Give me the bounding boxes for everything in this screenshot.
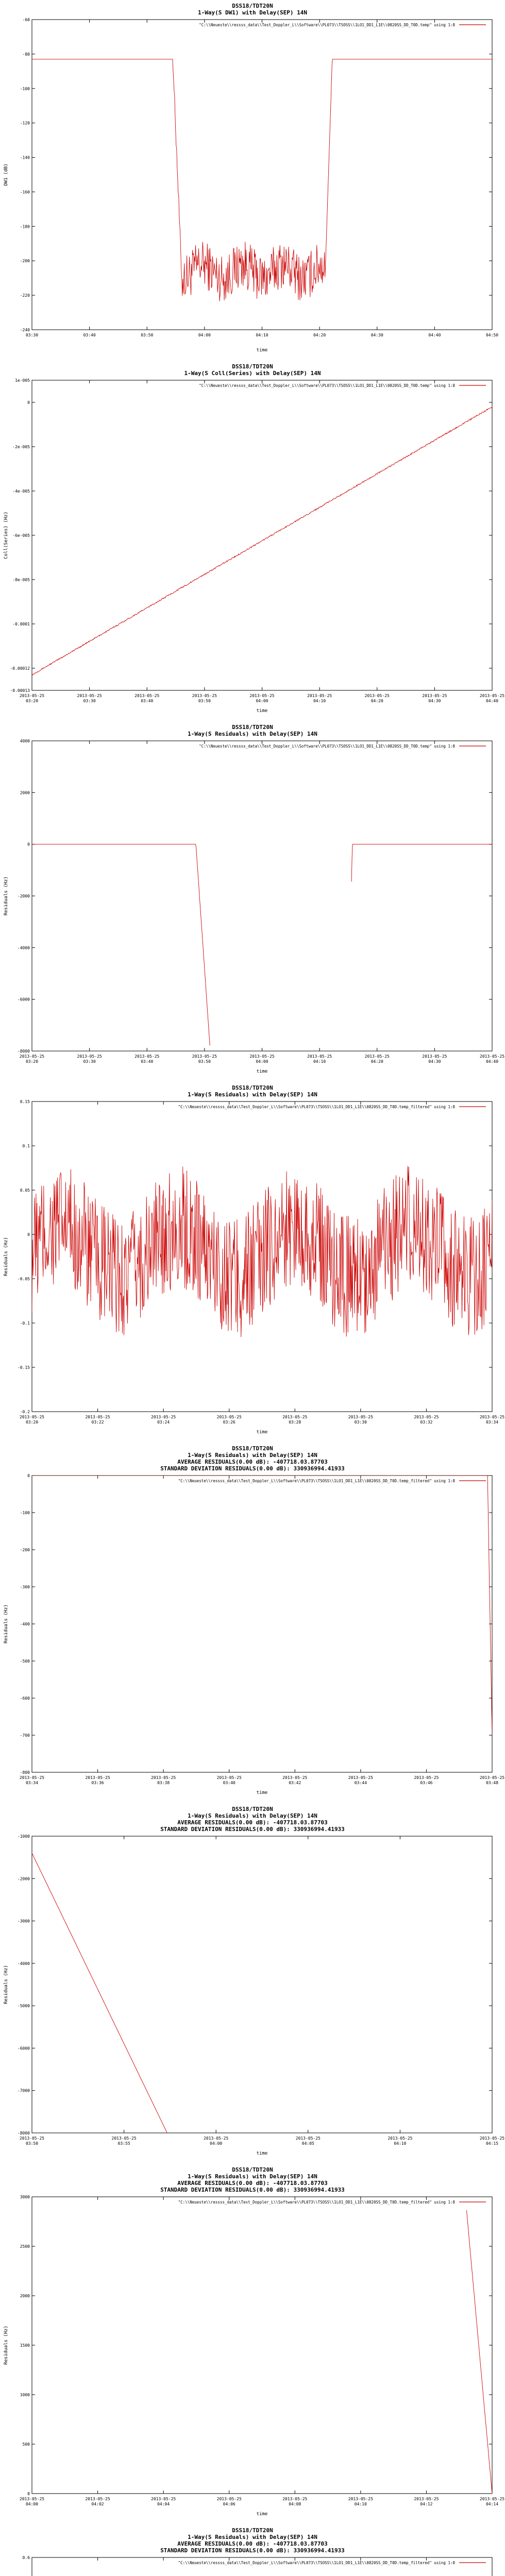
- chart-title-line: 1-Way(S Residuals) with Delay(SEP) 14N: [188, 2534, 317, 2540]
- chart-svg: [0, 721, 505, 1082]
- chart-title-line: 1-Way(S Residuals) with Delay(SEP) 14N: [188, 1452, 317, 1459]
- x-tick-label: 2013-05-25 03:32: [414, 1415, 439, 1425]
- y-tick-label: 1500: [20, 2343, 30, 2348]
- y-tick-label: -6000: [17, 2046, 30, 2051]
- legend-label: "C:\\Neueste\\ressss_data\\Test_Doppler_L\\Software\\PL073\\TSOSS\\1LO1_DD1_L1E\\0820SS_DD_T0D.temp_filtered" using 1:8: [178, 2561, 455, 2565]
- x-tick-label: 2013-05-25 03:50: [192, 693, 217, 703]
- plot-frame: [32, 1476, 492, 1772]
- chart-title-line: 1-Way(S Residuals) with Delay(SEP) 14N: [188, 2173, 317, 2180]
- x-axis-label: time: [256, 1430, 268, 1435]
- x-tick-label: 03:50: [141, 333, 154, 337]
- y-tick-label: -8000: [17, 2131, 30, 2136]
- chart-title-line: DSS18/TDT20N: [232, 1084, 273, 1091]
- chart-title-line: DSS18/TDT20N: [232, 1806, 273, 1812]
- plot-frame: [32, 1836, 492, 2133]
- x-tick-label: 2013-05-25 04:00: [249, 1054, 275, 1064]
- chart-panel-2: [0, 361, 505, 721]
- x-tick-label: 2013-05-25 04:06: [216, 2497, 242, 2506]
- y-axis-label: Residuals (Hz): [4, 1237, 9, 1276]
- series-line: [32, 1166, 492, 1337]
- x-tick-label: 2013-05-25 04:20: [364, 1054, 390, 1064]
- plot-frame: [32, 741, 492, 1051]
- series-line: [32, 59, 492, 301]
- chart-title-line: STANDARD DEVIATION RESIDUALS(0.00 dB): 330936994.41933: [160, 1465, 345, 1472]
- legend-label: "C:\\Neueste\\ressss_data\\Test_Doppler_L\\Software\\PL073\\TSOSS\\1LO1_DD1_L1E\\0820SS_DD_T0D.temp_filtered" using 1:8: [178, 1105, 455, 1109]
- x-tick-label: 2013-05-25 03:30: [77, 1054, 102, 1064]
- chart-svg: [0, 2524, 505, 2576]
- x-tick-label: 2013-05-25 04:00: [204, 2136, 229, 2146]
- y-tick-label: -100: [20, 1511, 30, 1515]
- chart-title-line: STANDARD DEVIATION RESIDUALS(0.00 dB): 330936994.41933: [160, 2547, 345, 2554]
- y-tick-label: 0.1: [22, 1144, 30, 1148]
- chart-svg: [0, 361, 505, 721]
- chart-panel-8: [0, 2524, 505, 2576]
- x-axis-label: time: [256, 1069, 268, 1074]
- legend-label: "C:\\Neueste\\ressss_data\\Test_Doppler_L\\Software\\PL073\\TSOSS\\1LO1_DD1_L1E\\0820SS_DD_T0D.temp_filtered" using 1:8: [178, 1479, 455, 1483]
- y-tick-label: 4000: [20, 739, 30, 743]
- chart-panel-6: [0, 1803, 505, 2164]
- x-tick-label: 2013-05-25 04:00: [19, 2497, 45, 2506]
- x-tick-label: 2013-05-25 03:34: [479, 1415, 505, 1425]
- y-tick-label: -100: [20, 86, 30, 91]
- y-tick-label: -7000: [17, 2088, 30, 2093]
- y-tick-label: -400: [20, 1622, 30, 1626]
- chart-title-line: DSS18/TDT20N: [232, 363, 273, 370]
- y-tick-label: 0: [27, 400, 30, 405]
- y-tick-label: -0.2: [20, 1410, 30, 1414]
- x-tick-label: 2013-05-25 04:30: [422, 1054, 447, 1064]
- x-tick-label: 2013-05-25 03:30: [348, 1415, 373, 1425]
- legend-label: "C:\\Neueste\\ressss_data\\Test_Doppler_L\\Software\\PL073\\TSOSS\\1LO1_DD1_L1E\\0820SS_DD_T0D.temp_filtered" using 1:8: [178, 2200, 455, 2205]
- y-tick-label: -160: [20, 190, 30, 195]
- chart-title-line: STANDARD DEVIATION RESIDUALS(0.00 dB): 330936994.41933: [160, 1826, 345, 1833]
- x-axis-label: time: [256, 2512, 268, 2517]
- y-tick-label: -120: [20, 121, 30, 126]
- y-tick-label: -4000: [17, 1961, 30, 1966]
- chart-title-line: AVERAGE RESIDUALS(0.00 dB): -407718.03.87703: [177, 1819, 328, 1826]
- y-tick-label: -80: [22, 52, 30, 57]
- x-tick-label: 04:10: [256, 333, 268, 337]
- chart-title-line: DSS18/TDT20N: [232, 2527, 273, 2534]
- x-tick-label: 04:00: [198, 333, 211, 337]
- x-tick-label: 2013-05-25 03:38: [151, 1775, 176, 1785]
- y-tick-label: -140: [20, 155, 30, 160]
- x-axis-label: time: [256, 708, 268, 714]
- y-tick-label: -220: [20, 293, 30, 298]
- chart-title-line: 1-Way(S Residuals) with Delay(SEP) 14N: [188, 1812, 317, 1819]
- y-tick-label: -300: [20, 1585, 30, 1589]
- x-tick-label: 2013-05-25 03:34: [19, 1775, 45, 1785]
- chart-svg: [0, 2164, 505, 2524]
- legend-label: "C:\\Neueste\\ressss_data\\Test_Doppler_L\\Software\\PL073\\TSOSS\\1LO1_DD1_L1E\\0820SS_DD_T0D.temp" using 1:8: [199, 383, 455, 388]
- x-tick-label: 2013-05-25 03:40: [134, 693, 160, 703]
- chart-title-line: STANDARD DEVIATION RESIDUALS(0.00 dB): 330936994.41933: [160, 2187, 345, 2193]
- chart-title-line: AVERAGE RESIDUALS(0.00 dB): -407718.03.87703: [177, 2540, 328, 2547]
- chart-panel-4: [0, 1082, 505, 1443]
- y-tick-label: -5000: [17, 2004, 30, 2009]
- y-tick-label: 1e-005: [15, 378, 30, 383]
- series-line: [32, 844, 492, 1046]
- y-tick-label: 500: [22, 2442, 30, 2447]
- y-tick-label: -8000: [17, 1049, 30, 1054]
- x-tick-label: 2013-05-25 04:10: [388, 2136, 413, 2146]
- x-tick-label: 2013-05-25 04:05: [295, 2136, 321, 2146]
- chart-panel-3: [0, 721, 505, 1082]
- x-tick-label: 2013-05-25 04:20: [364, 693, 390, 703]
- y-tick-label: -2e-005: [12, 445, 30, 449]
- x-tick-label: 2013-05-25 04:30: [422, 693, 447, 703]
- chart-title-line: AVERAGE RESIDUALS(0.00 dB): -407718.03.87703: [177, 1459, 328, 1465]
- y-tick-label: 2500: [20, 2244, 30, 2249]
- y-tick-label: -500: [20, 1659, 30, 1664]
- series-line: [32, 1476, 492, 1735]
- chart-svg: [0, 0, 505, 361]
- x-tick-label: 2013-05-25 03:44: [348, 1775, 373, 1785]
- chart-title-line: 1-Way(S Residuals) with Delay(SEP) 14N: [188, 1091, 317, 1098]
- y-axis-label: DW1 (dB): [4, 163, 9, 186]
- x-tick-label: 04:40: [428, 333, 441, 337]
- series-line: [32, 1853, 167, 2132]
- x-tick-label: 2013-05-25 03:40: [134, 1054, 160, 1064]
- y-tick-label: -700: [20, 1733, 30, 1738]
- y-axis-label: Residuals (Hz): [4, 1965, 9, 2004]
- chart-title-line: 1-Way(S Residuals) with Delay(SEP) 14N: [188, 731, 317, 737]
- legend-label: "C:\\Neueste\\ressss_data\\Test_Doppler_L\\Software\\PL073\\TSOSS\\1LO1_DD1_L1E\\0820SS_DD_T0D.temp" using 1:8: [199, 744, 455, 749]
- y-tick-label: 3000: [20, 2195, 30, 2199]
- x-tick-label: 2013-05-25 03:50: [19, 2136, 45, 2146]
- chart-title-line: 1-Way(S Coll(Series) with Delay(SEP) 14N: [184, 370, 321, 377]
- x-tick-label: 2013-05-25 03:46: [414, 1775, 439, 1785]
- x-axis-label: time: [256, 1790, 268, 1795]
- y-tick-label: 2000: [20, 790, 30, 795]
- x-tick-label: 2013-05-25 03:20: [19, 1415, 45, 1425]
- x-tick-label: 04:50: [485, 333, 499, 337]
- chart-title-line: DSS18/TDT20N: [232, 724, 273, 731]
- chart-title-line: DSS18/TDT20N: [232, 2166, 273, 2173]
- y-tick-label: 0.6: [22, 2555, 30, 2560]
- plot-frame: [32, 20, 492, 330]
- chart-panel-1: [0, 0, 505, 361]
- chart-title-line: DSS18/TDT20N: [232, 3, 273, 9]
- x-tick-label: 2013-05-25 04:12: [414, 2497, 439, 2506]
- y-tick-label: 1000: [20, 2393, 30, 2397]
- y-tick-label: 0.05: [20, 1188, 30, 1193]
- y-tick-label: 2000: [20, 2294, 30, 2298]
- y-tick-label: -2000: [17, 1876, 30, 1882]
- x-tick-label: 2013-05-25 03:24: [151, 1415, 176, 1425]
- x-tick-label: 2013-05-25 03:20: [19, 1054, 45, 1064]
- y-tick-label: 0.15: [20, 1099, 30, 1104]
- y-tick-label: 0: [27, 1473, 30, 1478]
- y-tick-label: -0.15: [17, 1365, 30, 1370]
- chart-title-line: DSS18/TDT20N: [232, 1445, 273, 1452]
- y-tick-label: -60: [22, 18, 30, 22]
- y-tick-label: -0.00013: [10, 688, 30, 693]
- y-tick-label: -6e-005: [12, 533, 30, 538]
- x-tick-label: 2013-05-25 04:10: [348, 2497, 373, 2506]
- y-tick-label: -200: [20, 1548, 30, 1552]
- series-line: [32, 407, 492, 675]
- y-tick-label: -800: [20, 1770, 30, 1775]
- y-tick-label: -240: [20, 328, 30, 332]
- plot-frame: [32, 2197, 492, 2494]
- x-tick-label: 2013-05-25 03:30: [77, 693, 102, 703]
- y-axis-label: Residuals (Hz): [4, 1604, 9, 1643]
- x-tick-label: 2013-05-25 04:04: [151, 2497, 176, 2506]
- x-tick-label: 2013-05-25 03:50: [192, 1054, 217, 1064]
- x-tick-label: 2013-05-25 03:20: [19, 693, 45, 703]
- y-tick-label: -200: [20, 259, 30, 264]
- x-tick-label: 2013-05-25 03:42: [282, 1775, 308, 1785]
- y-tick-label: -3000: [17, 1919, 30, 1924]
- y-tick-label: -2000: [17, 894, 30, 899]
- legend-label: "C:\\Neueste\\ressss_data\\Test_Doppler_L\\Software\\PL073\\TSOSS\\1LO1_DD1_L1E\\0820SS_DD_T0D.temp" using 1:8: [199, 23, 455, 27]
- x-tick-label: 2013-05-25 04:00: [249, 693, 275, 703]
- x-tick-label: 2013-05-25 04:10: [307, 1054, 332, 1064]
- x-tick-label: 2013-05-25 03:36: [85, 1775, 110, 1785]
- y-tick-label: -4000: [17, 945, 30, 951]
- y-tick-label: -4e-005: [12, 489, 30, 494]
- x-tick-label: 04:20: [313, 333, 326, 337]
- chart-title-line: 1-Way(S DW1) with Delay(SEP) 14N: [198, 9, 307, 16]
- plot-frame: [32, 380, 492, 690]
- x-axis-label: time: [256, 2151, 268, 2156]
- chart-panel-7: [0, 2164, 505, 2524]
- x-tick-label: 2013-05-25 04:15: [479, 2136, 505, 2146]
- x-tick-label: 04:30: [371, 333, 383, 337]
- x-tick-label: 2013-05-25 04:40: [479, 1054, 505, 1064]
- x-tick-label: 2013-05-25 04:10: [307, 693, 332, 703]
- x-tick-label: 2013-05-25 04:14: [479, 2497, 505, 2506]
- y-axis-label: Coll(Series) (Hz): [4, 511, 9, 560]
- y-tick-label: -0.05: [17, 1277, 30, 1281]
- y-tick-label: -600: [20, 1696, 30, 1701]
- y-tick-label: -8e-005: [12, 578, 30, 582]
- chart-svg: [0, 1443, 505, 1803]
- x-tick-label: 2013-05-25 03:40: [216, 1775, 242, 1785]
- x-tick-label: 2013-05-25 03:48: [479, 1775, 505, 1785]
- y-tick-label: -1000: [17, 1834, 30, 1839]
- y-axis-label: Residuals (Hz): [4, 2326, 9, 2365]
- y-tick-label: -180: [20, 224, 30, 229]
- chart-title-line: AVERAGE RESIDUALS(0.00 dB): -407718.03.87703: [177, 2180, 328, 2187]
- series-line: [466, 2210, 492, 2494]
- chart-svg: [0, 1803, 505, 2164]
- y-tick-label: -6000: [17, 997, 30, 1002]
- x-tick-label: 03:30: [25, 333, 39, 337]
- y-tick-label: 0: [27, 2492, 30, 2496]
- y-tick-label: -0.0001: [12, 622, 30, 626]
- y-tick-label: 0: [27, 1232, 30, 1237]
- y-tick-label: -0.00012: [10, 666, 30, 671]
- y-tick-label: 0: [27, 842, 30, 847]
- x-axis-label: time: [256, 348, 268, 353]
- x-tick-label: 2013-05-25 03:28: [282, 1415, 308, 1425]
- chart-panel-5: [0, 1443, 505, 1803]
- x-tick-label: 2013-05-25 04:40: [479, 693, 505, 703]
- y-axis-label: Residuals (Hz): [4, 876, 9, 916]
- x-tick-label: 2013-05-25 04:08: [282, 2497, 308, 2506]
- chart-svg: [0, 1082, 505, 1443]
- x-tick-label: 2013-05-25 03:55: [111, 2136, 137, 2146]
- x-tick-label: 2013-05-25 03:22: [85, 1415, 110, 1425]
- x-tick-label: 2013-05-25 04:02: [85, 2497, 110, 2506]
- x-tick-label: 2013-05-25 03:26: [216, 1415, 242, 1425]
- y-tick-label: -0.1: [20, 1321, 30, 1326]
- x-tick-label: 03:40: [83, 333, 96, 337]
